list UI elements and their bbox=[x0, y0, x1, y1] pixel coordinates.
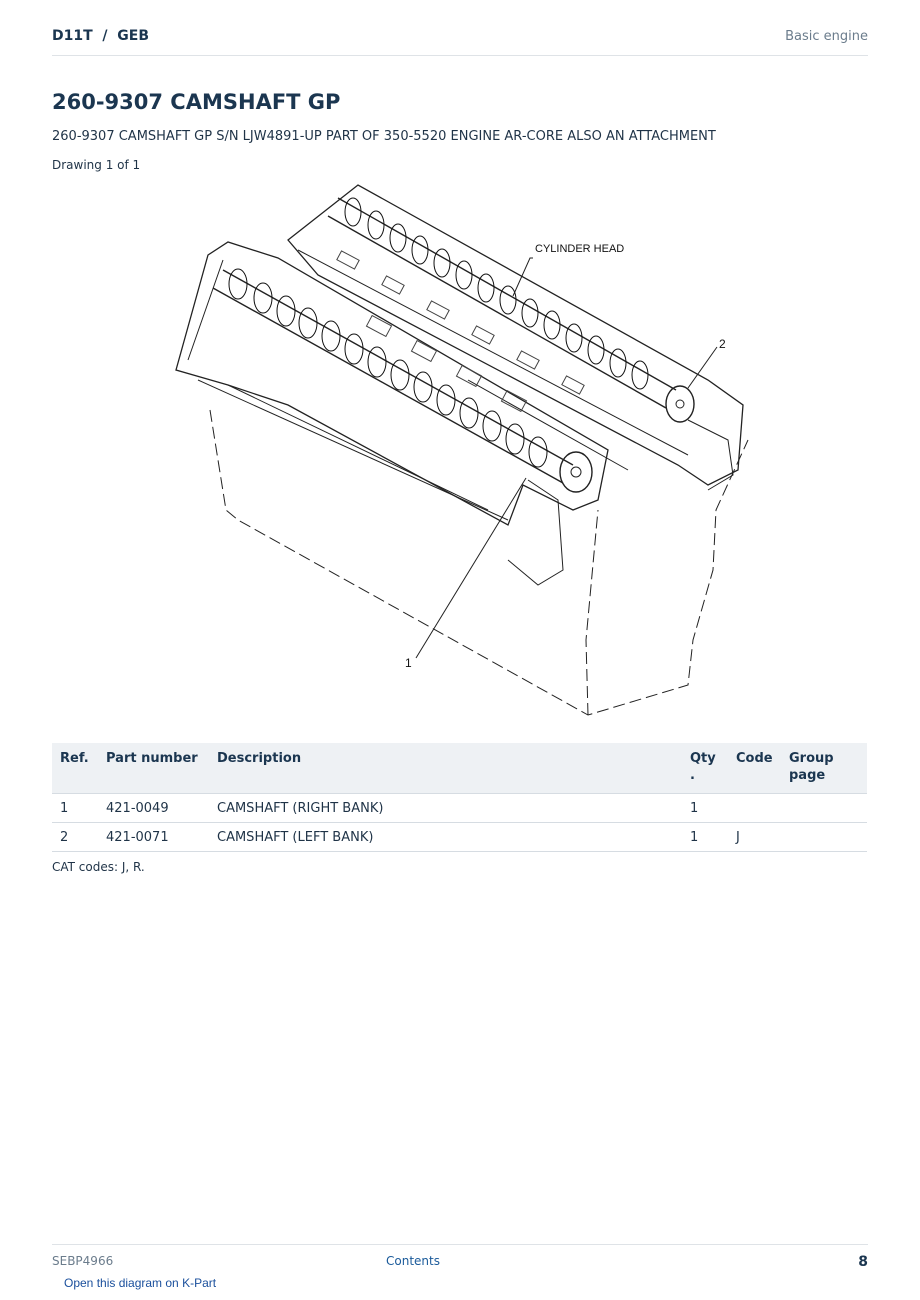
left-head-outline bbox=[176, 242, 608, 525]
document-id: SEBP4966 bbox=[52, 1254, 114, 1268]
col-group-page: Group page bbox=[781, 743, 867, 794]
front-cover-right bbox=[688, 420, 733, 490]
camshaft-diagram[interactable] bbox=[168, 180, 768, 725]
drawing-count: Drawing 1 of 1 bbox=[52, 158, 141, 172]
col-qty: Qty . bbox=[682, 743, 728, 794]
cell-ref: 1 bbox=[52, 794, 98, 823]
table-row[interactable] bbox=[52, 794, 867, 823]
table-row[interactable] bbox=[52, 823, 867, 852]
open-kpart-link[interactable]: Open this diagram on K-Part bbox=[64, 1276, 217, 1290]
cam-lobes-left bbox=[229, 269, 547, 467]
cat-codes-note: CAT codes: J, R. bbox=[52, 860, 145, 874]
col-code: Code bbox=[728, 743, 781, 794]
callout-2: 2 bbox=[719, 337, 726, 351]
page-header bbox=[52, 28, 868, 56]
valley-ports bbox=[337, 251, 584, 412]
engine-block-edge bbox=[586, 510, 598, 715]
callout-1: 1 bbox=[405, 656, 412, 670]
section-label: Basic engine bbox=[785, 29, 868, 44]
cam-gear-right bbox=[666, 386, 694, 422]
contents-link[interactable]: Contents bbox=[386, 1254, 440, 1268]
cell-part-number[interactable]: 421-0071 bbox=[98, 823, 209, 852]
engine-block-outline bbox=[210, 410, 748, 715]
col-part-number: Part number bbox=[98, 743, 209, 794]
parts-table bbox=[52, 743, 867, 852]
page-number: 8 bbox=[858, 1254, 868, 1270]
camshaft-right-bank bbox=[328, 198, 694, 422]
cell-part-number[interactable]: 421-0049 bbox=[98, 794, 209, 823]
breadcrumb: D11T / GEB bbox=[52, 28, 149, 44]
page-footer bbox=[52, 1244, 868, 1275]
cell-description: CAMSHAFT (RIGHT BANK) bbox=[209, 794, 682, 823]
cell-ref: 2 bbox=[52, 823, 98, 852]
callout-cylinder-head: CYLINDER HEAD bbox=[535, 243, 625, 255]
page-title: 260-9307 CAMSHAFT GP bbox=[52, 90, 341, 114]
cell-qty: 1 bbox=[682, 794, 728, 823]
cell-group-page bbox=[781, 794, 867, 823]
cell-qty: 1 bbox=[682, 823, 728, 852]
right-head-outline bbox=[288, 185, 743, 485]
cam-lobes-right bbox=[345, 198, 648, 389]
table-header-row bbox=[52, 743, 867, 794]
cell-description: CAMSHAFT (LEFT BANK) bbox=[209, 823, 682, 852]
cell-group-page bbox=[781, 823, 867, 852]
front-cover-left bbox=[508, 480, 563, 585]
cam-gear-left bbox=[560, 452, 592, 492]
leader-line-2 bbox=[688, 347, 717, 388]
page-subtitle: 260-9307 CAMSHAFT GP S/N LJW4891-UP PART OF 350-5520 ENGINE AR-CORE ALSO AN ATTACHMENT bbox=[52, 129, 716, 144]
col-description: Description bbox=[209, 743, 682, 794]
col-ref: Ref. bbox=[52, 743, 98, 794]
cell-code: J bbox=[728, 823, 781, 852]
cell-code bbox=[728, 794, 781, 823]
